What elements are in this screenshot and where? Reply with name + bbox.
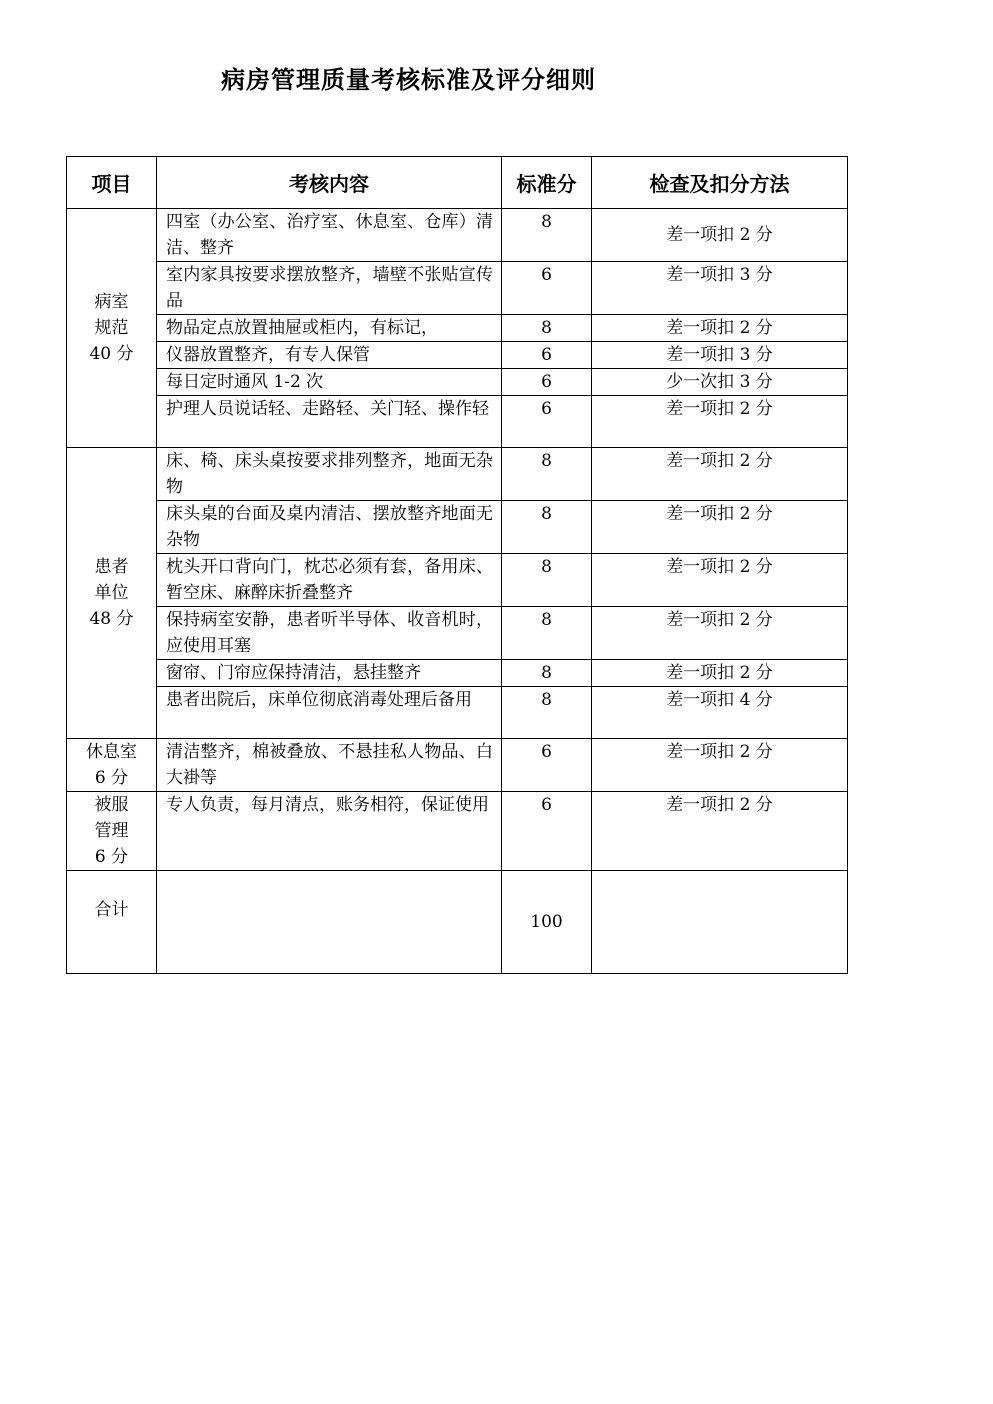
row-content: 清洁整齐，棉被叠放、不悬挂私人物品、白大褂等 (157, 739, 502, 792)
row-method: 差一项扣 3 分 (592, 262, 848, 315)
row-method: 差一项扣 2 分 (592, 448, 848, 501)
table-row (67, 448, 848, 501)
row-score: 8 (502, 448, 592, 501)
header-content: 考核内容 (157, 157, 502, 209)
row-content: 四室（办公室、治疗室、休息室、仓库）清洁、整齐 (157, 209, 502, 262)
row-content: 枕头开口背向门，枕芯必须有套，备用床、暂空床、麻醉床折叠整齐 (157, 554, 502, 607)
table-row (67, 209, 848, 262)
row-method: 少一次扣 3 分 (592, 369, 848, 396)
table-row (67, 607, 848, 660)
row-method: 差一项扣 2 分 (592, 396, 848, 448)
section-label-patient-unit: 患者 单位 48 分 (67, 448, 157, 739)
row-method: 差一项扣 2 分 (592, 660, 848, 687)
row-method: 差一项扣 3 分 (592, 342, 848, 369)
section-label-ward: 病室 规范 40 分 (67, 209, 157, 448)
total-row (67, 871, 848, 974)
table-row (67, 396, 848, 448)
header-method: 检查及扣分方法 (592, 157, 848, 209)
row-method: 差一项扣 2 分 (592, 792, 848, 871)
row-content: 专人负责，每月清点，账务相符，保证使用 (157, 792, 502, 871)
row-method: 差一项扣 4 分 (592, 687, 848, 739)
row-content: 床、椅、床头桌按要求排列整齐，地面无杂物 (157, 448, 502, 501)
row-score: 6 (502, 262, 592, 315)
row-content: 床头桌的台面及桌内清洁、摆放整齐地面无杂物 (157, 501, 502, 554)
total-content (157, 871, 502, 974)
row-method: 差一项扣 2 分 (592, 209, 848, 262)
row-content: 仪器放置整齐，有专人保管 (157, 342, 502, 369)
table-row (67, 315, 848, 342)
row-content: 室内家具按要求摆放整齐，墙壁不张贴宣传品 (157, 262, 502, 315)
section-label-lounge: 休息室 6 分 (67, 739, 157, 792)
total-score: 100 (502, 871, 592, 974)
row-score: 6 (502, 342, 592, 369)
section-label-linen: 被服 管理 6 分 (67, 792, 157, 871)
table-row (67, 660, 848, 687)
row-method: 差一项扣 2 分 (592, 607, 848, 660)
row-method: 差一项扣 2 分 (592, 315, 848, 342)
row-content: 窗帘、门帘应保持清洁，悬挂整齐 (157, 660, 502, 687)
row-content: 物品定点放置抽屉或柜内，有标记， (157, 315, 502, 342)
table-row (67, 342, 848, 369)
row-score: 8 (502, 660, 592, 687)
row-score: 6 (502, 739, 592, 792)
row-score: 8 (502, 554, 592, 607)
table-row (67, 501, 848, 554)
row-score: 8 (502, 315, 592, 342)
table-row (67, 792, 848, 871)
row-method: 差一项扣 2 分 (592, 739, 848, 792)
table-row (67, 369, 848, 396)
row-score: 8 (502, 209, 592, 262)
row-method: 差一项扣 2 分 (592, 501, 848, 554)
total-method (592, 871, 848, 974)
table-row (67, 739, 848, 792)
table-row (67, 687, 848, 739)
table-row (67, 262, 848, 315)
row-score: 8 (502, 607, 592, 660)
assessment-table (66, 156, 848, 974)
row-content: 每日定时通风 1-2 次 (157, 369, 502, 396)
row-method: 差一项扣 2 分 (592, 554, 848, 607)
row-score: 6 (502, 792, 592, 871)
row-content: 患者出院后，床单位彻底消毒处理后备用 (157, 687, 502, 739)
row-content: 保持病室安静，患者听半导体、收音机时，应使用耳塞 (157, 607, 502, 660)
table-row (67, 554, 848, 607)
row-score: 6 (502, 396, 592, 448)
row-score: 6 (502, 369, 592, 396)
row-content: 护理人员说话轻、走路轻、关门轻、操作轻 (157, 396, 502, 448)
row-score: 8 (502, 687, 592, 739)
row-score: 8 (502, 501, 592, 554)
header-row (67, 157, 848, 209)
header-item: 项目 (67, 157, 157, 209)
header-score: 标准分 (502, 157, 592, 209)
document-title: 病房管理质量考核标准及评分细则 (221, 65, 596, 94)
total-label: 合计 (67, 871, 157, 974)
